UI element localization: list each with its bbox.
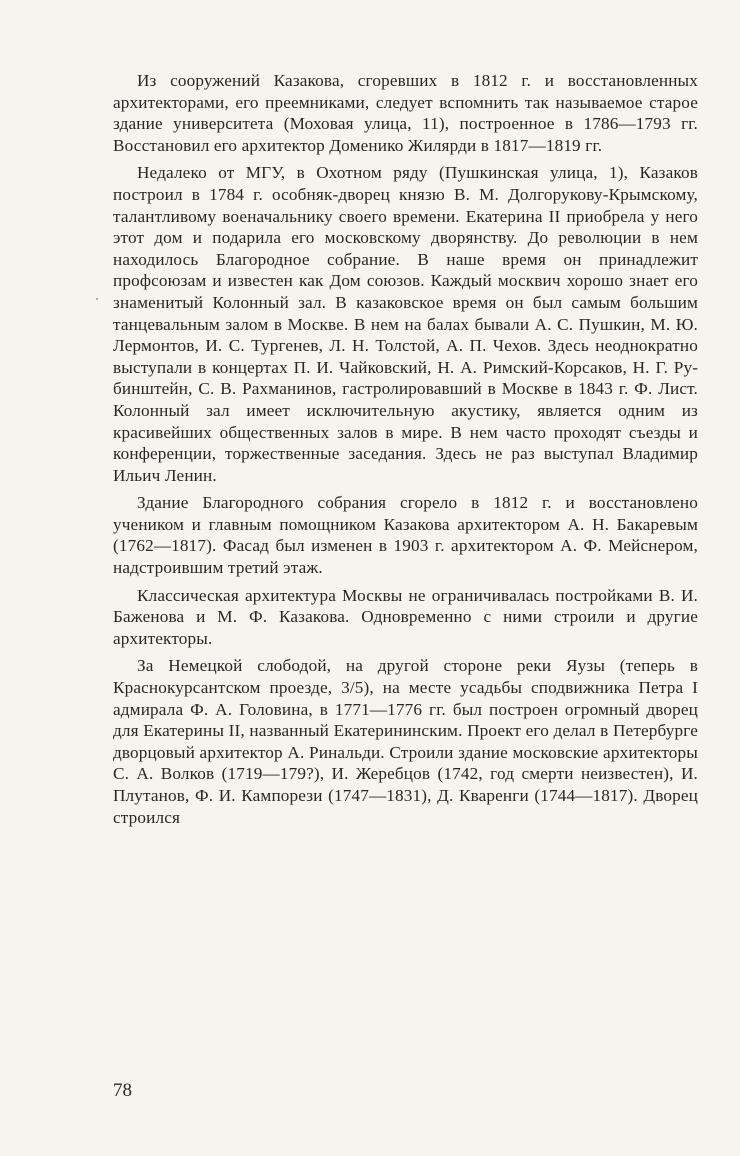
- paper-speck: [96, 298, 98, 300]
- paragraph-noble-assembly-restoration: Здание Благородного собрания сгорело в 1812 г. и восстановлено учеником и главным помощником Казакова архитектором А. Н. Бакаревым (1762—1817). Фасад был изменен в 1903 г. архитектором А. Ф. Мейснером, надстроившим третий этаж.: [113, 493, 698, 578]
- paragraph-house-of-unions: Недалеко от МГУ, в Охотном ряду (Пушкинская улица, 1), Казаков построил в 1784 г. особняк-дворец князю В. М. Долгорукову-Крымскому, талантливому военачальнику своего времени. Екатерина II приобрела у него этот дом и подарила его московскому дворянству. До революции в нем находилось Благородное собрание. В наше время он принадлежит профсоюзам и известен как Дом союзов. Каждый москвич хорошо знает его знаменитый Колонный зал. В казаковское время он был самым большим танцевальным залом в Москве. В нем на балах бывали А. С. Пушкин, М. Ю. Лермонтов, И. С. Тургенев, Л. Н. Толстой, А. П. Чехов. Здесь неоднократно выступали в концертах П. И. Чайковский, Н. А. Римский-Корсаков, Н. Г. Рубинштейн, С. В. Рахманинов, гастролировавший в Москве в 1843 г. Ф. Лист. Колонный зал имеет исключительную акустику, является одним из красивейших общественных залов в мире. В нем часто проходят съезды и конференции, торжественные заседания. Здесь не раз выступал Владимир Ильич Ленин.: [113, 163, 698, 485]
- paragraph-classical-architecture: Классическая архитектура Москвы не ограничивалась постройками В. И. Баженова и М. Ф. Казакова. Одновременно с ними строили и другие архитекторы.: [113, 585, 698, 648]
- paragraph-kazakov-university: Из сооружений Казакова, сгоревших в 1812 г. и восстановленных архитекторами, его преемниками, следует вспомнить так называемое старое здание университета (Моховая улица, 11), построенное в 1786—1793 гг. Восстановил его архитектор Доменико Жилярди в 1817—1819 гг.: [113, 71, 698, 155]
- body-text: [113, 70, 698, 834]
- paragraph-catherine-palace: За Немецкой слободой, на другой стороне реки Яузы (теперь в Краснокурсантском проезде, 3/5), на месте усадьбы сподвижника Петра I адмирала Ф. А. Головина, в 1771—1776 гг. был построен огромный дворец для Екатерины II, названный Екатерининским. Проект его делал в Петербурге дворцовый архитектор А. Ринальди. Строили здание московские архитекторы С. А. Волков (1719—179?), И. Жеребцов (1742, год смерти неизвестен), И. Плутанов, Ф. И. Кампорези (1747—1831), Д. Кваренги (1744—1817). Дворец строился: [113, 656, 698, 827]
- page-number: 78: [113, 1080, 132, 1101]
